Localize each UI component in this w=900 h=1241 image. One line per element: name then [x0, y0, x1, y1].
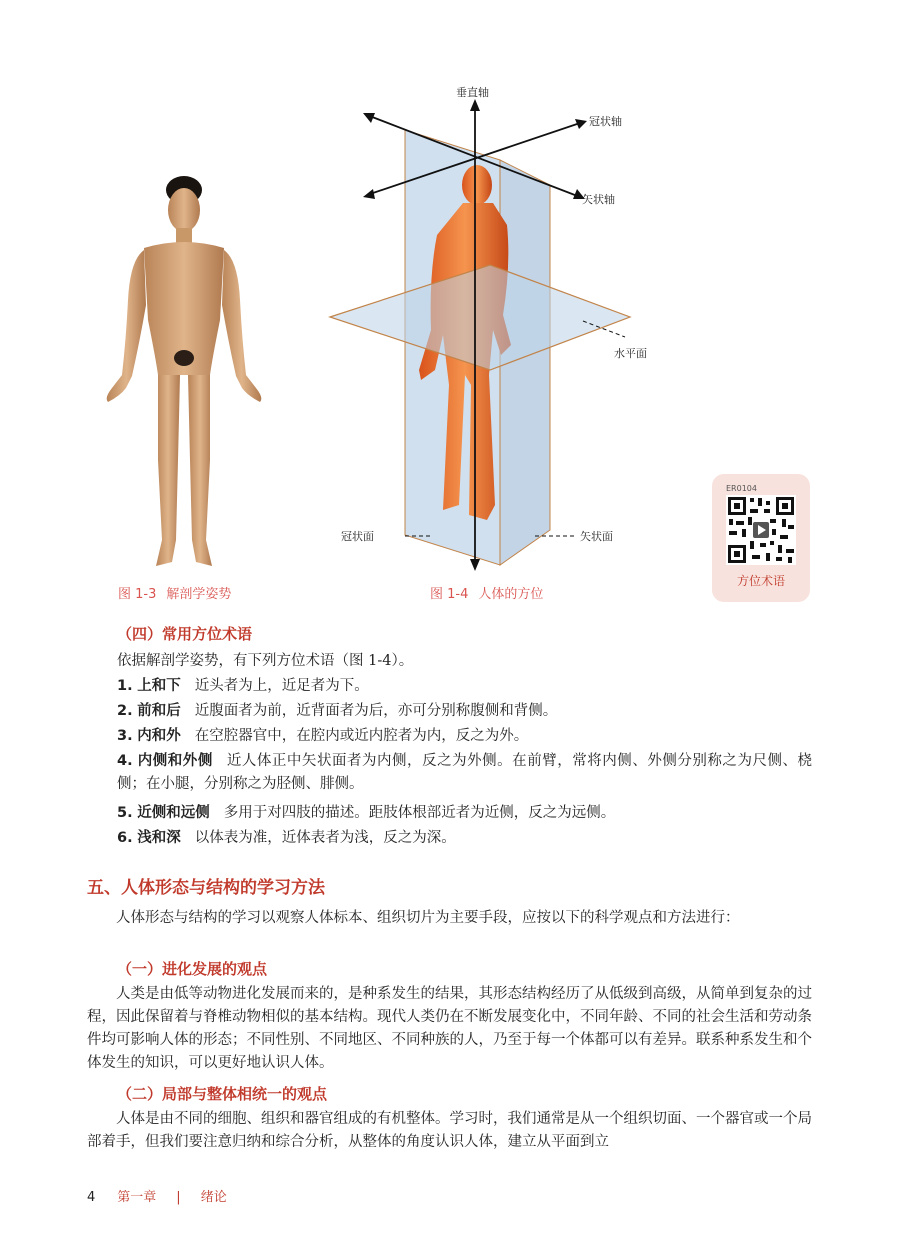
horizontal-plane — [330, 265, 630, 370]
anatomical-position-figure — [92, 170, 277, 575]
qr-resource-card[interactable] — [712, 474, 810, 602]
term-item-number: 6. — [117, 830, 133, 846]
evolution-paragraph: 人类是由低等动物进化发展而来的，是种系发生的结果，其形态结构经历了从低级到高级，从简单到复杂的过程，因此保留着与脊椎动物相似的基本结构。现代人类仍在不断发展变化中，不同年龄、不同的社会生活和劳动条件均可影响人体的形态；不同性别、不同地区、不同种族的人，乃至于每一个体都可以有差异。联系种系发生和个体发生的知识，可以更好地认识人体。 — [87, 986, 812, 1071]
horizontal-plane-label: 水平面 — [614, 347, 647, 360]
page-number: 4 — [87, 1190, 96, 1205]
local-whole-paragraph: 人体是由不同的细胞、组织和器官组成的有机整体。学习时，我们通常是从一个组织切面、一个器官或一个局部着手，但我们要注意归纳和综合分析，从整体的角度认识人体，建立从平面到立 — [87, 1111, 812, 1150]
section-four-intro: 依据解剖学姿势，有下列方位术语（图 1-4）。 — [117, 653, 414, 669]
sagittal-axis-label: 矢状轴 — [582, 193, 615, 206]
sagittal-plane-label: 矢状面 — [580, 530, 613, 543]
body-orientation-figure — [325, 85, 655, 575]
section-four-heading: （四）常用方位术语 — [117, 625, 253, 643]
term-item-number: 2. — [117, 703, 133, 719]
term-item-text: 以体表为准，近体表者为浅，反之为深。 — [194, 830, 456, 846]
term-item-term: 上和下 — [137, 678, 181, 694]
term-item — [117, 675, 812, 698]
sub-heading-local-whole: （二）局部与整体相统一的观点 — [117, 1085, 328, 1103]
term-item-text: 在空腔器官中，在腔内或近内腔者为内，反之为外。 — [194, 728, 529, 744]
figure-1-3-title: 解剖学姿势 — [166, 587, 232, 602]
qr-resource-code: ER0104 — [726, 484, 757, 493]
term-item-number: 5. — [117, 805, 133, 821]
term-item-term: 前和后 — [137, 703, 181, 719]
sub-heading-evolution: （一）进化发展的观点 — [117, 960, 268, 978]
coronal-axis-label: 冠状轴 — [589, 115, 622, 128]
term-item-text: 多用于对四肢的描述。距肢体根部近者为近侧，反之为远侧。 — [223, 805, 616, 821]
figure-1-3-number: 图 1-3 — [118, 587, 157, 602]
term-item — [117, 700, 812, 723]
footer-separator: | — [176, 1190, 181, 1205]
qr-code-icon — [726, 495, 796, 565]
chapter-title: 绪论 — [200, 1190, 227, 1205]
term-item — [117, 750, 812, 796]
term-item-number: 1. — [117, 678, 133, 694]
figure-1-4-number: 图 1-4 — [430, 587, 469, 602]
section-five-heading: 五、人体形态与结构的学习方法 — [87, 878, 325, 898]
term-item — [117, 827, 812, 850]
term-item-term: 近侧和远侧 — [137, 805, 210, 821]
term-item-term: 浅和深 — [137, 830, 181, 846]
section-five-intro: 人体形态与结构的学习以观察人体标本、组织切片为主要手段，应按以下的科学观点和方法进行： — [116, 910, 740, 926]
figure-1-4-caption — [430, 583, 543, 602]
term-item-term: 内和外 — [137, 728, 181, 744]
term-item-number: 4. — [117, 753, 133, 769]
term-item-text: 近头者为上，近足者为下。 — [194, 678, 369, 694]
term-item-term: 内侧和外侧 — [137, 753, 213, 769]
term-item-number: 3. — [117, 728, 133, 744]
term-item — [117, 725, 812, 748]
term-item — [117, 802, 812, 825]
term-item-text: 近人体正中矢状面者为内侧，反之为外侧。在前臂，常将内侧、外侧分别称之为尺侧、桡侧；在小腿，分别称之为胫侧、腓侧。 — [117, 753, 813, 792]
coronal-plane-label: 冠状面 — [341, 530, 374, 543]
qr-resource-caption: 方位术语 — [736, 574, 785, 588]
chapter-label: 第一章 — [117, 1190, 157, 1205]
figure-1-4-title: 人体的方位 — [478, 587, 544, 602]
vertical-axis-label: 垂直轴 — [456, 86, 489, 99]
term-item-text: 近腹面者为前，近背面者为后，亦可分别称腹侧和背侧。 — [194, 703, 558, 719]
page-footer — [87, 1186, 227, 1205]
figure-1-3-caption — [118, 583, 231, 602]
